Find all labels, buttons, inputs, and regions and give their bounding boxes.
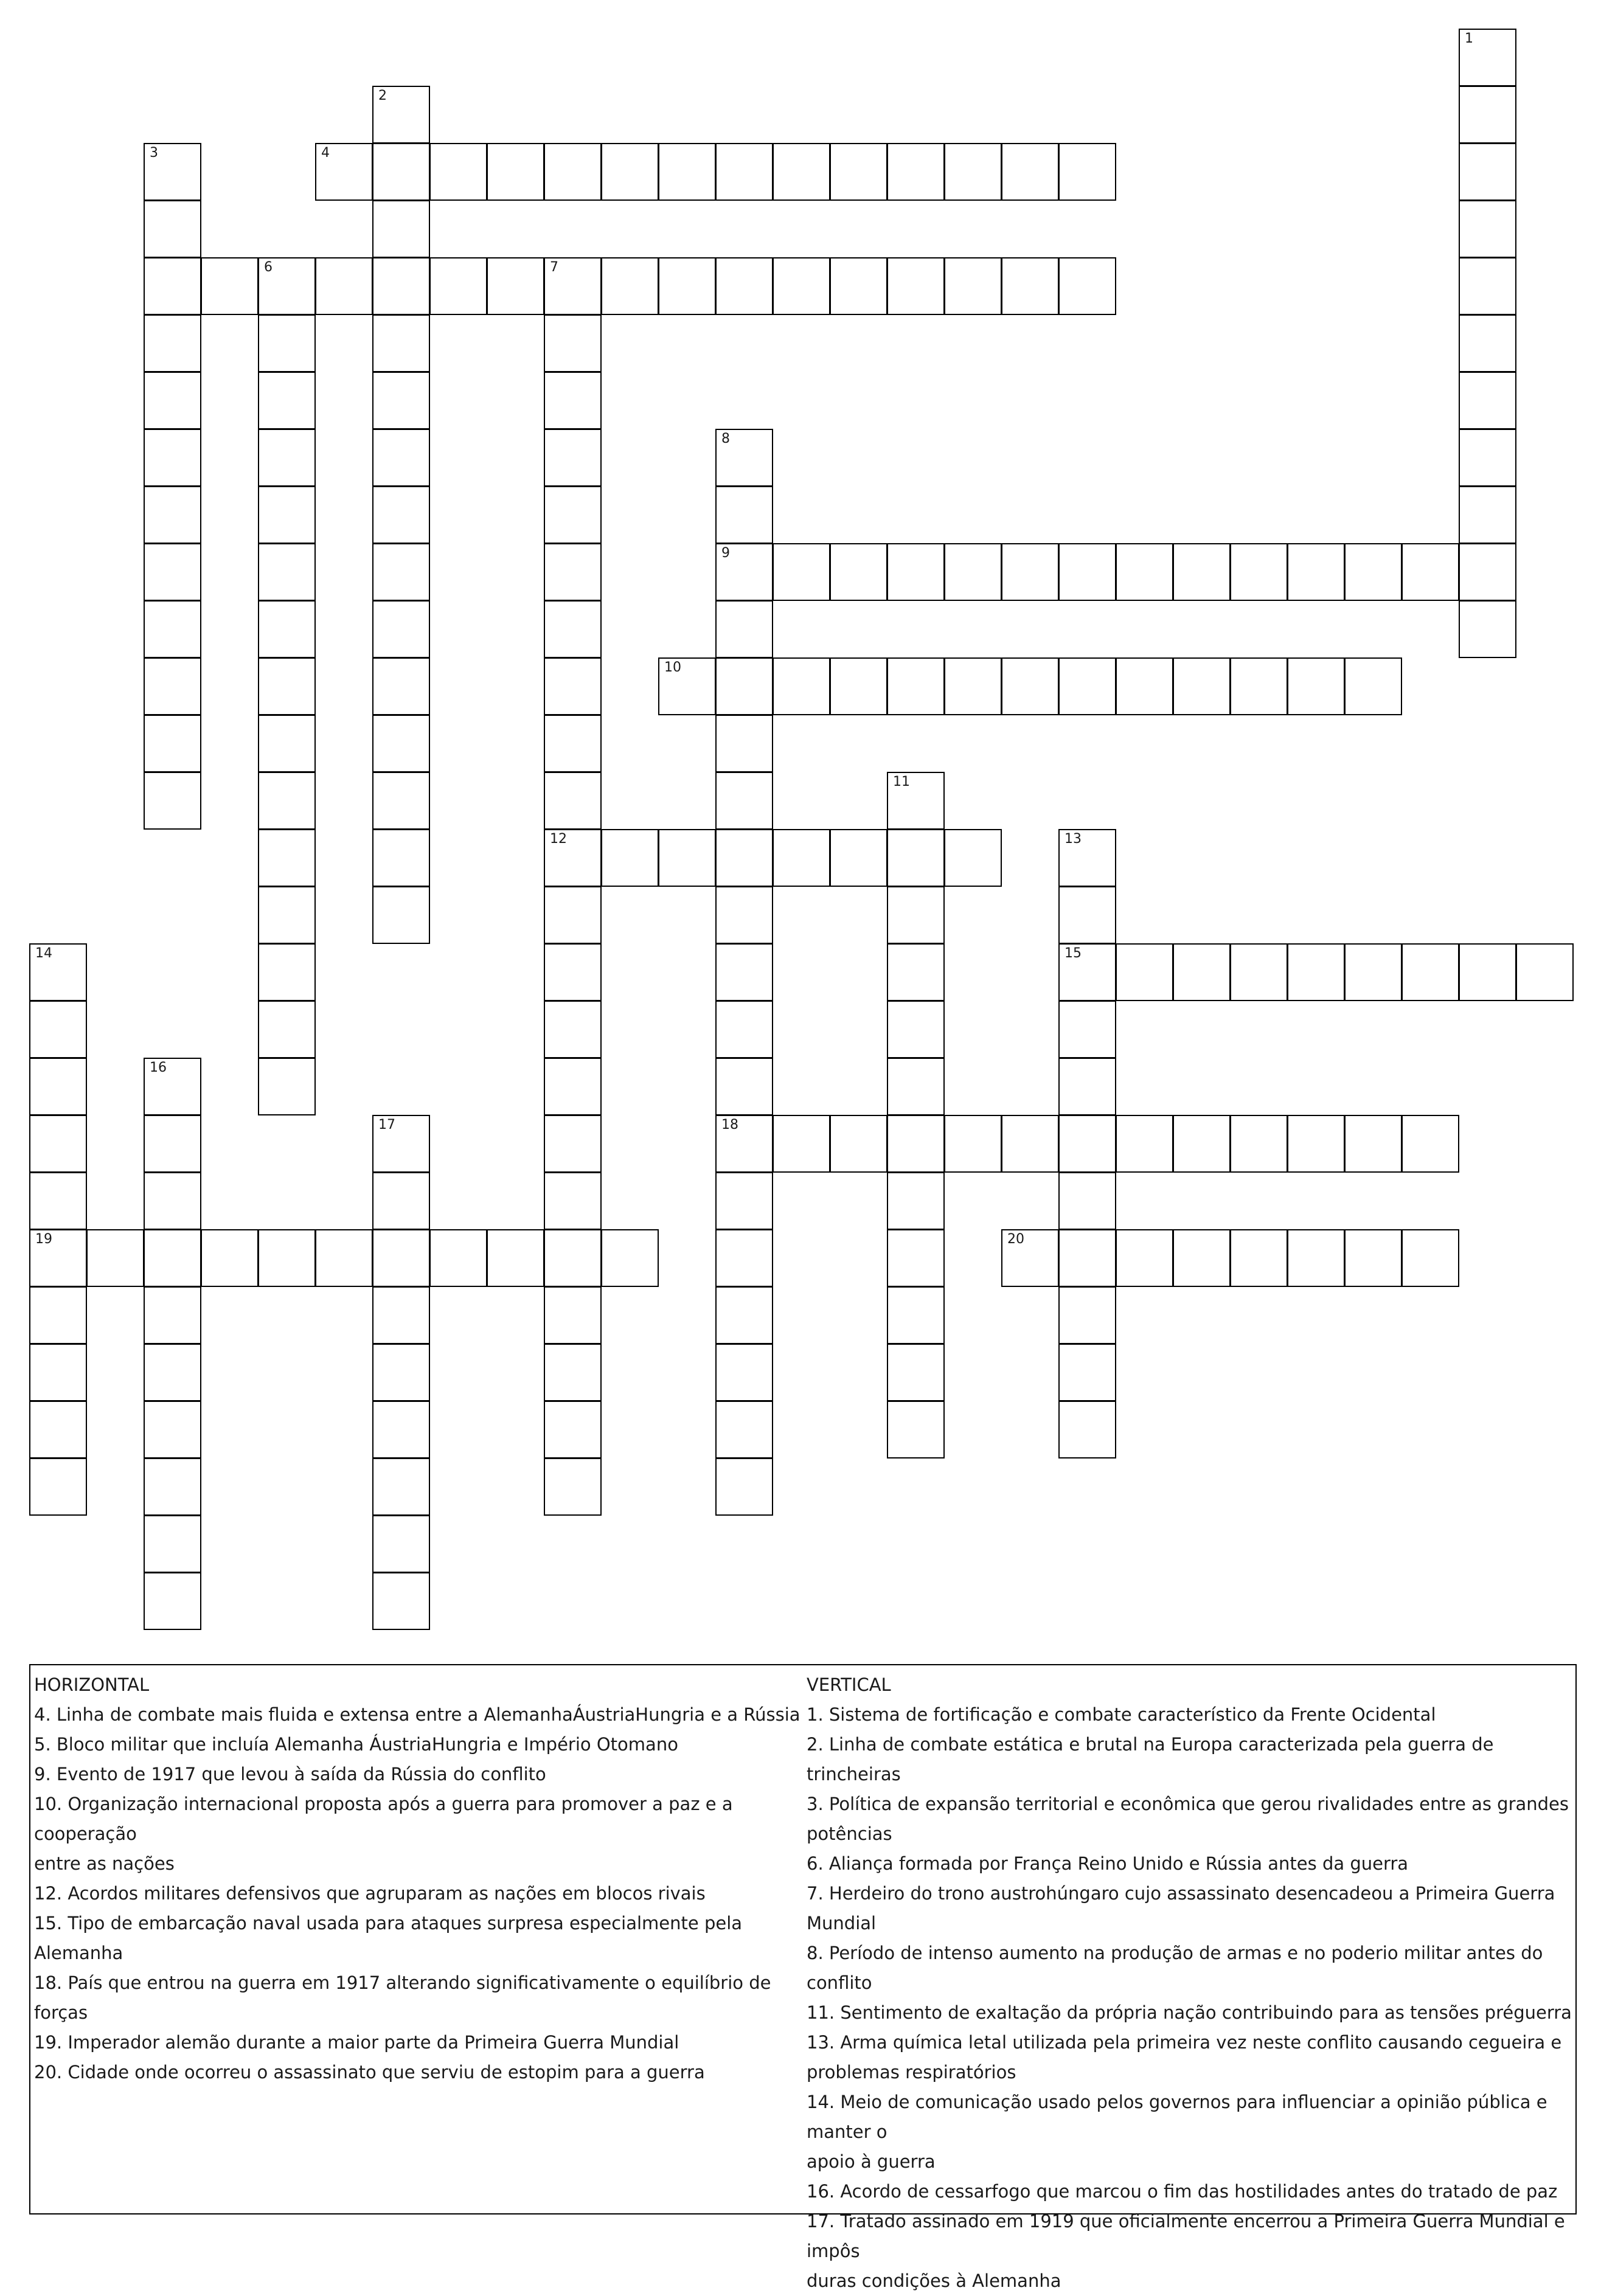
crossword-cell[interactable] <box>715 1058 773 1115</box>
crossword-cell[interactable] <box>1459 429 1516 487</box>
crossword-cell[interactable] <box>1173 657 1231 715</box>
crossword-cell[interactable] <box>1344 1229 1402 1287</box>
crossword-cell[interactable] <box>1058 1229 1116 1287</box>
crossword-cell[interactable] <box>372 257 430 315</box>
crossword-cell[interactable] <box>258 314 316 372</box>
crossword-cell[interactable] <box>258 886 316 944</box>
clue-line: 14. Meio de comunicação usado pelos governos para influenciar a opinião pública e manter o <box>807 2092 1547 2142</box>
crossword-cell[interactable] <box>830 257 887 315</box>
clue-line: 15. Tipo de embarcação naval usada para ataques surpresa especialmente pela Alemanha <box>34 1913 743 1963</box>
crossword-cell[interactable] <box>372 1458 430 1516</box>
crossword-cell[interactable] <box>887 1401 945 1458</box>
horizontal-clues <box>34 1670 800 2087</box>
clue-cell-19[interactable] <box>29 1229 87 1287</box>
crossword-cell[interactable] <box>601 829 659 887</box>
crossword-cell[interactable] <box>372 200 430 258</box>
crossword-cell[interactable] <box>1058 1058 1116 1115</box>
crossword-cell[interactable] <box>372 1572 430 1630</box>
crossword-cell[interactable] <box>487 1229 544 1287</box>
clue-line: 17. Tratado assinado em 1919 que oficialmente encerrou a Primeira Guerra Mundial e impôs <box>807 2211 1565 2261</box>
clue-number: 18 <box>721 1117 738 1132</box>
crossword-cell[interactable] <box>544 772 602 830</box>
crossword-cell[interactable] <box>887 1229 945 1287</box>
clue-cell-13[interactable] <box>1058 829 1116 887</box>
crossword-cell[interactable] <box>715 886 773 944</box>
clue-line: 3. Política de expansão territorial e econômica que gerou rivalidades entre as grandes <box>807 1794 1569 1814</box>
crossword-cell[interactable] <box>601 257 659 315</box>
crossword-cell[interactable] <box>1173 943 1231 1001</box>
clue-line: Mundial <box>807 1913 877 1934</box>
crossword-cell[interactable] <box>1344 1115 1402 1173</box>
crossword-cell[interactable] <box>715 1458 773 1516</box>
crossword-cell[interactable] <box>715 1001 773 1058</box>
clue-line: 2. Linha de combate estática e brutal na Europa caracterizada pela guerra de trincheiras <box>807 1734 1494 1784</box>
crossword-cell[interactable] <box>1459 86 1516 144</box>
crossword-cell[interactable] <box>544 1229 602 1287</box>
crossword-cell[interactable] <box>1173 1229 1231 1287</box>
crossword-cell[interactable] <box>144 257 201 315</box>
crossword-cell[interactable] <box>372 886 430 944</box>
clues-box <box>29 1664 1577 2291</box>
crossword-cell[interactable] <box>1516 943 1574 1001</box>
crossword-cell[interactable] <box>29 1401 87 1458</box>
crossword-cell[interactable] <box>887 1115 945 1173</box>
clue-number: 7 <box>550 260 558 275</box>
clue-line: 19. Imperador alemão durante a maior parte da Primeira Guerra Mundial <box>34 2032 679 2053</box>
crossword-cell[interactable] <box>1230 543 1288 601</box>
clue-line: 20. Cidade onde ocorreu o assassinato que serviu de estopim para a guerra <box>34 2062 705 2083</box>
crossword-cell[interactable] <box>1116 1229 1173 1287</box>
crossword-cell[interactable] <box>144 1401 201 1458</box>
crossword-cell[interactable] <box>258 715 316 772</box>
crossword-cell[interactable] <box>830 829 887 887</box>
crossword-cell[interactable] <box>144 200 201 258</box>
clue-number: 11 <box>893 774 910 789</box>
crossword-cell[interactable] <box>1058 1115 1116 1173</box>
crossword-cell[interactable] <box>372 829 430 887</box>
crossword-cell[interactable] <box>544 1344 602 1401</box>
clue-line: potências <box>807 1823 892 1844</box>
crossword-cell[interactable] <box>258 1058 316 1115</box>
crossword-cell[interactable] <box>944 143 1002 201</box>
clue-number: 17 <box>378 1117 395 1132</box>
crossword-cell[interactable] <box>544 657 602 715</box>
crossword-cell[interactable] <box>544 715 602 772</box>
crossword-cell[interactable] <box>773 543 830 601</box>
clue-cell-6[interactable] <box>258 257 316 315</box>
crossword-cell[interactable] <box>544 1286 602 1344</box>
crossword-cell[interactable] <box>830 143 887 201</box>
crossword-cell[interactable] <box>715 1344 773 1401</box>
clue-cell-3[interactable] <box>144 143 201 201</box>
clue-cell-17[interactable] <box>372 1115 430 1173</box>
clue-line: problemas respiratórios <box>807 2062 1016 2083</box>
crossword-cell[interactable] <box>1401 543 1459 601</box>
crossword-cell[interactable] <box>372 772 430 830</box>
crossword-cell[interactable] <box>144 1229 201 1287</box>
crossword-cell[interactable] <box>29 1058 87 1115</box>
crossword-cell[interactable] <box>887 1172 945 1230</box>
clue-cell-8[interactable] <box>715 429 773 487</box>
crossword-cell[interactable] <box>315 257 373 315</box>
crossword-cell[interactable] <box>715 943 773 1001</box>
crossword-cell[interactable] <box>1287 657 1345 715</box>
crossword-cell[interactable] <box>658 257 716 315</box>
crossword-cell[interactable] <box>372 1515 430 1573</box>
clue-line: 13. Arma química letal utilizada pela primeira vez neste conflito causando cegueira e <box>807 2032 1562 2053</box>
crossword-cell[interactable] <box>944 1115 1002 1173</box>
crossword-cell[interactable] <box>372 715 430 772</box>
clue-line: apoio à guerra <box>807 2151 936 2172</box>
crossword-cell[interactable] <box>715 1172 773 1230</box>
crossword-cell[interactable] <box>429 257 487 315</box>
crossword-cell[interactable] <box>1058 1344 1116 1401</box>
crossword-cell[interactable] <box>372 1344 430 1401</box>
crossword-cell[interactable] <box>1459 486 1516 544</box>
crossword-cell[interactable] <box>144 600 201 658</box>
crossword-cell[interactable] <box>773 829 830 887</box>
crossword-cell[interactable] <box>144 1286 201 1344</box>
clue-cell-18[interactable] <box>715 1115 773 1173</box>
crossword-cell[interactable] <box>372 429 430 487</box>
crossword-cell[interactable] <box>372 1286 430 1344</box>
crossword-cell[interactable] <box>144 486 201 544</box>
crossword-cell[interactable] <box>258 829 316 887</box>
crossword-cell[interactable] <box>1287 1229 1345 1287</box>
crossword-cell[interactable] <box>86 1229 144 1287</box>
crossword-cell[interactable] <box>715 1286 773 1344</box>
clue-line: 8. Período de intenso aumento na produção de armas e no poderio militar antes do conflito <box>807 1943 1543 1993</box>
crossword-cell[interactable] <box>1459 600 1516 658</box>
crossword-cell[interactable] <box>372 486 430 544</box>
crossword-cell[interactable] <box>1058 543 1116 601</box>
crossword-cell[interactable] <box>544 943 602 1001</box>
crossword-cell[interactable] <box>715 1401 773 1458</box>
crossword-cell[interactable] <box>773 143 830 201</box>
crossword-cell[interactable] <box>601 1229 659 1287</box>
clue-number: 14 <box>35 946 52 961</box>
clue-cell-10[interactable] <box>658 657 716 715</box>
crossword-cell[interactable] <box>372 543 430 601</box>
crossword-cell[interactable] <box>144 772 201 830</box>
crossword-cell[interactable] <box>887 1001 945 1058</box>
crossword-cell[interactable] <box>29 1172 87 1230</box>
crossword-cell[interactable] <box>429 143 487 201</box>
crossword-cell[interactable] <box>1173 1115 1231 1173</box>
clue-number: 8 <box>721 431 730 446</box>
crossword-cell[interactable] <box>1459 943 1516 1001</box>
crossword-cell[interactable] <box>258 486 316 544</box>
crossword-cell[interactable] <box>773 657 830 715</box>
crossword-cell[interactable] <box>715 486 773 544</box>
crossword-cell[interactable] <box>1058 143 1116 201</box>
crossword-cell[interactable] <box>1287 943 1345 1001</box>
crossword-cell[interactable] <box>144 372 201 429</box>
clue-cell-11[interactable] <box>887 772 945 830</box>
clue-number: 15 <box>1064 946 1082 961</box>
crossword-cell[interactable] <box>1459 372 1516 429</box>
crossword-cell[interactable] <box>544 1401 602 1458</box>
crossword-cell[interactable] <box>1058 1172 1116 1230</box>
crossword-cell[interactable] <box>1058 886 1116 944</box>
crossword-cell[interactable] <box>887 1286 945 1344</box>
crossword-cell[interactable] <box>29 1286 87 1344</box>
crossword-cell[interactable] <box>372 1229 430 1287</box>
crossword-cell[interactable] <box>144 1172 201 1230</box>
crossword-cell[interactable] <box>1116 543 1173 601</box>
crossword-cell[interactable] <box>773 257 830 315</box>
vertical-title: VERTICAL <box>807 1674 891 1695</box>
crossword-cell[interactable] <box>830 543 887 601</box>
clue-number: 6 <box>264 260 273 275</box>
crossword-cell[interactable] <box>544 486 602 544</box>
crossword-cell[interactable] <box>715 657 773 715</box>
crossword-cell[interactable] <box>487 143 544 201</box>
crossword-cell[interactable] <box>544 543 602 601</box>
crossword-cell[interactable] <box>715 772 773 830</box>
clue-cell-14[interactable] <box>29 943 87 1001</box>
clue-line: 10. Organização internacional proposta após a guerra para promover a paz e a cooperação <box>34 1794 733 1844</box>
clue-line: 5. Bloco militar que incluía Alemanha ÁustriaHungria e Império Otomano <box>34 1734 678 1755</box>
clue-number: 10 <box>664 660 681 675</box>
crossword-cell[interactable] <box>1344 543 1402 601</box>
crossword-cell[interactable] <box>29 1458 87 1516</box>
crossword-cell[interactable] <box>29 1001 87 1058</box>
crossword-cell[interactable] <box>944 543 1002 601</box>
crossword-cell[interactable] <box>715 143 773 201</box>
crossword-cell[interactable] <box>887 886 945 944</box>
crossword-cell[interactable] <box>1116 1115 1173 1173</box>
crossword-cell[interactable] <box>258 543 316 601</box>
crossword-cell[interactable] <box>1001 1115 1059 1173</box>
crossword-cell[interactable] <box>1287 543 1345 601</box>
crossword-cell[interactable] <box>1116 943 1173 1001</box>
crossword-cell[interactable] <box>201 1229 259 1287</box>
clue-cell-16[interactable] <box>144 1058 201 1115</box>
crossword-cell[interactable] <box>429 1229 487 1287</box>
crossword-cell[interactable] <box>544 600 602 658</box>
clue-line: 9. Evento de 1917 que levou à saída da Rússia do conflito <box>34 1764 546 1784</box>
crossword-cell[interactable] <box>1459 543 1516 601</box>
crossword-cell[interactable] <box>144 1572 201 1630</box>
crossword-cell[interactable] <box>887 1058 945 1115</box>
crossword-cell[interactable] <box>715 600 773 658</box>
crossword-cell[interactable] <box>1459 314 1516 372</box>
crossword-cell[interactable] <box>1230 657 1288 715</box>
clue-cell-2[interactable] <box>372 86 430 144</box>
clue-number: 9 <box>721 546 730 561</box>
crossword-cell[interactable] <box>372 657 430 715</box>
crossword-cell[interactable] <box>1401 1115 1459 1173</box>
horizontal-title: HORIZONTAL <box>34 1674 150 1695</box>
crossword-cell[interactable] <box>544 1458 602 1516</box>
clue-cell-20[interactable] <box>1001 1229 1059 1287</box>
crossword-cell[interactable] <box>487 257 544 315</box>
clue-cell-4[interactable] <box>315 143 373 201</box>
crossword-cell[interactable] <box>544 1115 602 1173</box>
clue-number: 2 <box>378 88 387 103</box>
crossword-cell[interactable] <box>372 143 430 201</box>
crossword-cell[interactable] <box>887 1344 945 1401</box>
crossword-cell[interactable] <box>258 657 316 715</box>
crossword-cell[interactable] <box>372 1172 430 1230</box>
crossword-cell[interactable] <box>1058 657 1116 715</box>
crossword-cell[interactable] <box>715 829 773 887</box>
clue-number: 19 <box>35 1232 52 1247</box>
crossword-cell[interactable] <box>1401 943 1459 1001</box>
crossword-cell[interactable] <box>1058 257 1116 315</box>
crossword-cell[interactable] <box>258 372 316 429</box>
vertical-clues <box>807 1670 1572 2296</box>
clue-line: 12. Acordos militares defensivos que agruparam as nações em blocos rivais <box>34 1883 706 1904</box>
crossword-cell[interactable] <box>144 543 201 601</box>
clue-number: 12 <box>550 831 567 847</box>
clue-cell-9[interactable] <box>715 543 773 601</box>
crossword-cell[interactable] <box>830 657 887 715</box>
crossword-cell[interactable] <box>372 600 430 658</box>
crossword-cell[interactable] <box>144 1115 201 1173</box>
crossword-cell[interactable] <box>258 1001 316 1058</box>
crossword-cell[interactable] <box>1058 1001 1116 1058</box>
crossword-cell[interactable] <box>887 143 945 201</box>
crossword-cell[interactable] <box>258 1229 316 1287</box>
clue-number: 20 <box>1007 1232 1024 1247</box>
crossword-cell[interactable] <box>544 1001 602 1058</box>
crossword-cell[interactable] <box>29 1115 87 1173</box>
crossword-cell[interactable] <box>1058 1286 1116 1344</box>
crossword-cell[interactable] <box>372 372 430 429</box>
clue-number: 1 <box>1465 31 1473 46</box>
clue-line: 7. Herdeiro do trono austrohúngaro cujo assassinato desencadeou a Primeira Guerra <box>807 1883 1555 1904</box>
clue-number: 3 <box>150 145 158 161</box>
clue-number: 16 <box>150 1060 167 1075</box>
crossword-cell[interactable] <box>1230 1229 1288 1287</box>
crossword-cell[interactable] <box>544 1172 602 1230</box>
crossword-cell[interactable] <box>544 886 602 944</box>
crossword-cell[interactable] <box>544 429 602 487</box>
crossword-cell[interactable] <box>372 1401 430 1458</box>
clue-cell-1[interactable] <box>1459 29 1516 86</box>
crossword-cell[interactable] <box>144 1344 201 1401</box>
crossword-cell[interactable] <box>1230 1115 1288 1173</box>
clue-line: 18. País que entrou na guerra em 1917 alterando significativamente o equilíbrio de forças <box>34 1972 771 2023</box>
crossword-cell[interactable] <box>944 257 1002 315</box>
crossword-cell[interactable] <box>1459 257 1516 315</box>
crossword-cell[interactable] <box>1287 1115 1345 1173</box>
crossword-cell[interactable] <box>144 657 201 715</box>
crossword-cell[interactable] <box>887 257 945 315</box>
crossword-cell[interactable] <box>144 1515 201 1573</box>
crossword-cell[interactable] <box>830 1115 887 1173</box>
crossword-cell[interactable] <box>944 829 1002 887</box>
crossword-cell[interactable] <box>29 1344 87 1401</box>
crossword-cell[interactable] <box>1001 543 1059 601</box>
clue-line: 1. Sistema de fortificação e combate característico da Frente Ocidental <box>807 1704 1436 1725</box>
crossword-cell[interactable] <box>144 314 201 372</box>
crossword-cell[interactable] <box>1230 943 1288 1001</box>
crossword-cell[interactable] <box>1459 143 1516 201</box>
clue-line: 4. Linha de combate mais fluida e extensa entre a AlemanhaÁustriaHungria e a Rússia <box>34 1704 800 1725</box>
crossword-cell[interactable] <box>658 143 716 201</box>
crossword-cell[interactable] <box>1459 200 1516 258</box>
crossword-cell[interactable] <box>258 772 316 830</box>
clue-number: 13 <box>1064 831 1082 847</box>
crossword-cell[interactable] <box>658 829 716 887</box>
clue-line: duras condições à Alemanha <box>807 2270 1061 2291</box>
crossword-cell[interactable] <box>544 314 602 372</box>
crossword-cell[interactable] <box>1058 1401 1116 1458</box>
crossword-cell[interactable] <box>144 429 201 487</box>
clue-line: 11. Sentimento de exaltação da própria nação contribuindo para as tensões préguerra <box>807 2002 1572 2023</box>
crossword-cell[interactable] <box>1001 257 1059 315</box>
crossword-cell[interactable] <box>601 143 659 201</box>
crossword-cell[interactable] <box>773 1115 830 1173</box>
crossword-cell[interactable] <box>544 1058 602 1115</box>
crossword-cell[interactable] <box>144 1458 201 1516</box>
clue-cell-15[interactable] <box>1058 943 1116 1001</box>
crossword-cell[interactable] <box>544 372 602 429</box>
clue-line: entre as nações <box>34 1853 175 1874</box>
crossword-cell[interactable] <box>944 657 1002 715</box>
crossword-cell[interactable] <box>1344 943 1402 1001</box>
crossword-cell[interactable] <box>258 429 316 487</box>
crossword-cell[interactable] <box>1344 657 1402 715</box>
crossword-cell[interactable] <box>887 943 945 1001</box>
crossword-cell[interactable] <box>715 715 773 772</box>
clue-cell-7[interactable] <box>544 257 602 315</box>
crossword-cell[interactable] <box>1173 543 1231 601</box>
crossword-cell[interactable] <box>887 657 945 715</box>
crossword-cell[interactable] <box>315 1229 373 1287</box>
crossword-cell[interactable] <box>887 543 945 601</box>
clue-line: 16. Acordo de cessarfogo que marcou o fim das hostilidades antes do tratado de paz <box>807 2181 1558 2202</box>
crossword-cell[interactable] <box>372 314 430 372</box>
crossword-cell[interactable] <box>258 943 316 1001</box>
clue-number: 4 <box>321 145 330 161</box>
crossword-cell[interactable] <box>544 143 602 201</box>
crossword-cell[interactable] <box>887 829 945 887</box>
crossword-cell[interactable] <box>1001 657 1059 715</box>
clue-line: 6. Aliança formada por França Reino Unido e Rússia antes da guerra <box>807 1853 1409 1874</box>
crossword-cell[interactable] <box>201 257 259 315</box>
crossword-cell[interactable] <box>1116 657 1173 715</box>
crossword-cell[interactable] <box>144 715 201 772</box>
crossword-cell[interactable] <box>1001 143 1059 201</box>
crossword-cell[interactable] <box>715 257 773 315</box>
crossword-cell[interactable] <box>1401 1229 1459 1287</box>
clue-cell-12[interactable] <box>544 829 602 887</box>
crossword-cell[interactable] <box>715 1229 773 1287</box>
crossword-cell[interactable] <box>258 600 316 658</box>
